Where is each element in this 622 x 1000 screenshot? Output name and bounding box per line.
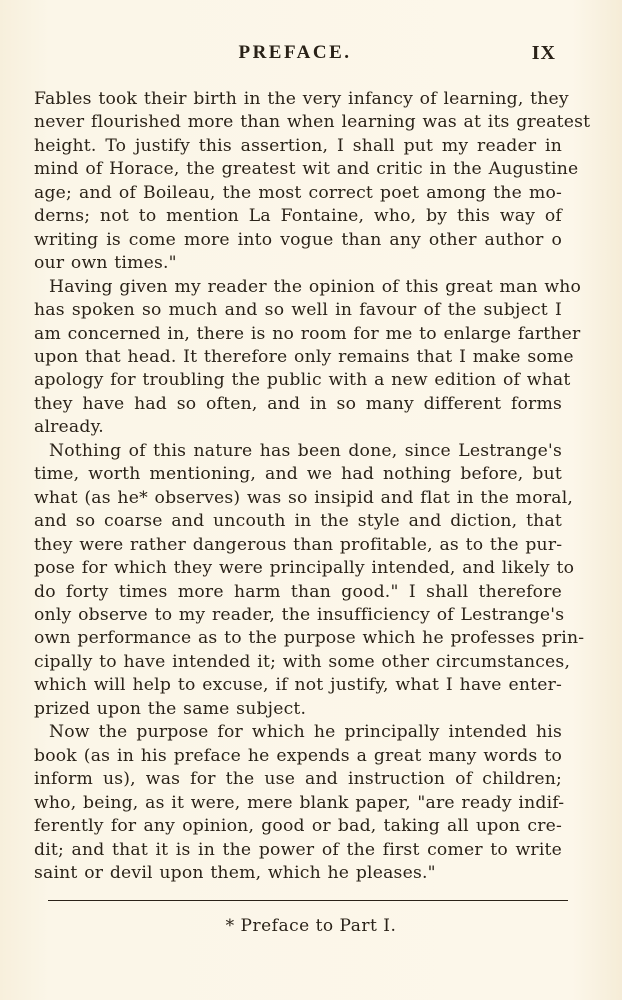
- paragraph: [34, 440, 585, 721]
- page-header: [34, 42, 556, 70]
- paragraph: [34, 88, 591, 276]
- text-line: which will help to excuse, if not justify, what I have enter-: [34, 675, 562, 696]
- text-line: only observe to my reader, the insufficiency of Lestrange's: [34, 604, 565, 625]
- text-line: Now the purpose for which he principally intended his: [49, 722, 562, 743]
- text-line: derns; not to mention La Fontaine, who, by this way of: [34, 206, 562, 227]
- text-line: saint or devil upon them, which he pleases.": [34, 862, 436, 883]
- text-line: ferently for any opinion, good or bad, taking all upon cre-: [34, 816, 562, 837]
- text-line: height. To justify this assertion, I shall put my reader in: [34, 135, 562, 156]
- text-line: own performance as to the purpose which he professes prin-: [34, 628, 585, 649]
- text-line: our own times.": [34, 253, 177, 274]
- text-line: age; and of Boileau, the most correct poet among the mo-: [34, 182, 562, 203]
- page-number: IX: [531, 42, 556, 64]
- text-line: inform us), was for the use and instruction of children;: [34, 769, 562, 790]
- running-title: PREFACE.: [238, 42, 352, 63]
- paragraph: [34, 276, 582, 440]
- text-line: time, worth mentioning, and we had nothing before, but: [34, 464, 562, 485]
- text-line: apology for troubling the public with a new edition of what: [34, 370, 571, 391]
- text-line: do forty times more harm than good." I shall therefore: [34, 581, 562, 602]
- text-line: they have had so often, and in so many different forms: [34, 393, 562, 414]
- text-line: Nothing of this nature has been done, since Lestrange's: [49, 440, 562, 461]
- footnote-divider: [48, 900, 568, 901]
- text-line: Having given my reader the opinion of this great man who: [49, 276, 582, 297]
- text-line: prized upon the same subject.: [34, 698, 307, 719]
- text-line: upon that head. It therefore only remains that I make some: [34, 346, 574, 367]
- text-line: and so coarse and uncouth in the style and diction, that: [34, 511, 562, 532]
- text-line: Fables took their birth in the very infancy of learning, they: [34, 89, 569, 109]
- text-line: who, being, as it were, mere blank paper, "are ready indif-: [34, 792, 565, 813]
- text-line: what (as he* observes) was so insipid and flat in the moral,: [34, 487, 574, 508]
- text-line: mind of Horace, the greatest wit and critic in the Augustine: [34, 159, 579, 180]
- paragraph: [34, 721, 565, 885]
- text-line: book (as in his preface he expends a great many words to: [34, 745, 562, 766]
- text-line: dit; and that it is in the power of the first comer to write: [34, 839, 562, 860]
- text-line: pose for which they were principally intended, and likely to: [34, 558, 575, 579]
- footnote: * Preface to Part I.: [225, 916, 397, 936]
- text-line: cipally to have intended it; with some other circumstances,: [34, 651, 571, 672]
- text-line: they were rather dangerous than profitable, as to the pur-: [34, 534, 563, 555]
- text-line: am concerned in, there is no room for me to enlarge farther: [34, 323, 581, 344]
- text-line: has spoken so much and so well in favour of the subject I: [34, 300, 562, 321]
- text-line: already.: [34, 417, 104, 438]
- text-line: never flourished more than when learning was at its greatest: [34, 112, 591, 133]
- text-line: writing is come more into vogue than any other author o: [34, 229, 562, 250]
- body-text: [34, 88, 591, 885]
